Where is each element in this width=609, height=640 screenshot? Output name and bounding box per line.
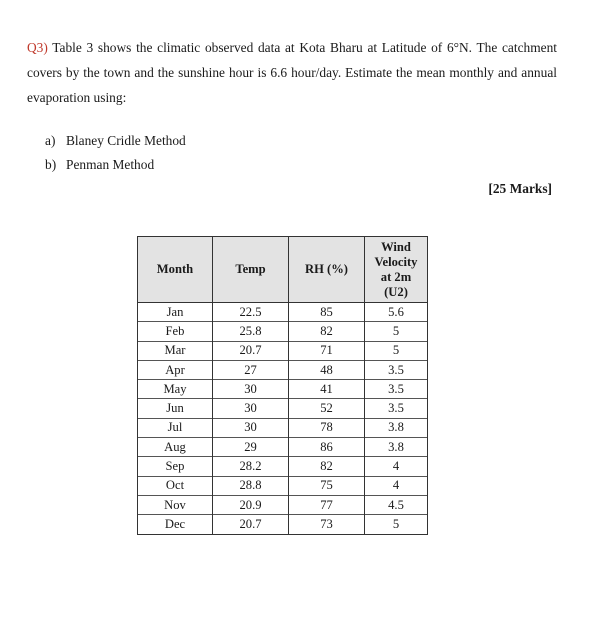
header-wind-velocity: [365, 237, 428, 303]
header-month: Month: [138, 237, 213, 303]
cell-rh: 75: [289, 476, 365, 495]
table-row: [138, 515, 428, 534]
cell-month: Feb: [138, 322, 213, 341]
cell-month: May: [138, 380, 213, 399]
header-wind-line: (U2): [384, 284, 408, 299]
method-label: Penman Method: [66, 157, 155, 172]
cell-rh: 85: [289, 303, 365, 322]
table-row: [138, 418, 428, 437]
cell-wind: 3.5: [365, 399, 428, 418]
cell-temp: 30: [213, 399, 289, 418]
question-body: Table 3 shows the climatic observed data at Kota Bharu at Latitude of 6°N. The catchment covers by the town and the sunshine hour is 6.6 hour/day. Estimate the mean monthly and annual evaporation using:: [27, 40, 557, 105]
cell-temp: 27: [213, 360, 289, 379]
cell-rh: 52: [289, 399, 365, 418]
cell-rh: 82: [289, 322, 365, 341]
cell-temp: 20.7: [213, 341, 289, 360]
cell-rh: 77: [289, 495, 365, 514]
cell-month: Jul: [138, 418, 213, 437]
cell-month: Jun: [138, 399, 213, 418]
table-body: [138, 303, 428, 535]
cell-wind: 4: [365, 457, 428, 476]
cell-month: Aug: [138, 438, 213, 457]
table-row: [138, 360, 428, 379]
method-item-blaney-criddle: [45, 129, 186, 153]
cell-wind: 3.8: [365, 418, 428, 437]
method-letter: a): [45, 133, 56, 148]
cell-rh: 48: [289, 360, 365, 379]
cell-wind: 4: [365, 476, 428, 495]
table-row: [138, 457, 428, 476]
cell-rh: 41: [289, 380, 365, 399]
table-row: [138, 476, 428, 495]
cell-temp: 20.9: [213, 495, 289, 514]
cell-month: Jan: [138, 303, 213, 322]
table-row: [138, 495, 428, 514]
cell-wind: 3.5: [365, 360, 428, 379]
method-label: Blaney Cridle Method: [66, 133, 186, 148]
table-row: [138, 399, 428, 418]
header-wind-line: at 2m: [380, 269, 412, 284]
cell-wind: 5.6: [365, 303, 428, 322]
cell-temp: 28.8: [213, 476, 289, 495]
question-number: Q3): [27, 40, 48, 55]
method-item-penman: [45, 153, 186, 177]
climate-data-table: [137, 236, 428, 535]
cell-wind: 3.8: [365, 438, 428, 457]
cell-rh: 78: [289, 418, 365, 437]
cell-wind: 5: [365, 515, 428, 534]
cell-month: Mar: [138, 341, 213, 360]
cell-wind: 5: [365, 341, 428, 360]
header-wind-line: Wind: [381, 239, 411, 254]
cell-month: Sep: [138, 457, 213, 476]
method-letter: b): [45, 157, 57, 172]
header-wind-line: Velocity: [374, 254, 418, 269]
cell-temp: 30: [213, 418, 289, 437]
table-row: [138, 341, 428, 360]
cell-wind: 4.5: [365, 495, 428, 514]
cell-rh: 73: [289, 515, 365, 534]
header-rh: RH (%): [289, 237, 365, 303]
table-row: [138, 303, 428, 322]
cell-temp: 22.5: [213, 303, 289, 322]
table-row: [138, 380, 428, 399]
cell-temp: 20.7: [213, 515, 289, 534]
cell-temp: 25.8: [213, 322, 289, 341]
cell-temp: 29: [213, 438, 289, 457]
cell-rh: 71: [289, 341, 365, 360]
question-text-block: [27, 35, 557, 110]
header-temp: Temp: [213, 237, 289, 303]
cell-rh: 82: [289, 457, 365, 476]
cell-month: Apr: [138, 360, 213, 379]
table-row: [138, 322, 428, 341]
cell-rh: 86: [289, 438, 365, 457]
marks-label: [25 Marks]: [488, 181, 552, 196]
cell-wind: 5: [365, 322, 428, 341]
table-row: [138, 438, 428, 457]
method-list: [45, 129, 186, 177]
cell-month: Nov: [138, 495, 213, 514]
cell-temp: 30: [213, 380, 289, 399]
cell-temp: 28.2: [213, 457, 289, 476]
cell-month: Dec: [138, 515, 213, 534]
table-header-row: [138, 237, 428, 303]
cell-month: Oct: [138, 476, 213, 495]
cell-wind: 3.5: [365, 380, 428, 399]
